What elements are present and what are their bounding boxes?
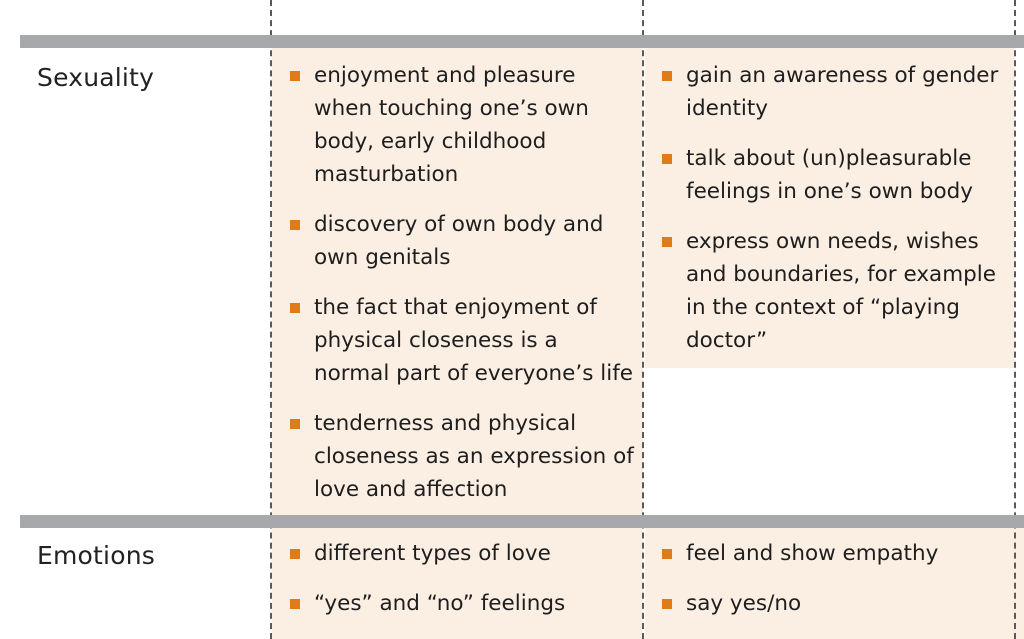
- square-bullet-icon: [290, 549, 300, 559]
- list-item: [662, 225, 1007, 357]
- list-item-text: express own needs, wishes and boundaries, for example in the context of “playing doctor”: [686, 229, 997, 353]
- list-item: [662, 142, 1007, 208]
- list-item: [290, 291, 635, 390]
- emotions-column-1: [290, 537, 635, 637]
- list-item: [290, 208, 635, 274]
- square-bullet-icon: [290, 419, 300, 429]
- row-separator-top: [20, 35, 1024, 48]
- list-item-text: tenderness and physical closeness as an expression of love and affection: [314, 411, 634, 502]
- row-label-emotions: Emotions: [37, 541, 155, 570]
- list-item-text: discovery of own body and own genitals: [314, 212, 604, 270]
- list-item: [662, 537, 1007, 570]
- column-divider-left: [270, 0, 272, 639]
- list-item-text: enjoyment and pleasure when touching one’s own body, early childhood masturbation: [314, 63, 589, 187]
- sexuality-column-1: [290, 59, 635, 523]
- square-bullet-icon: [662, 71, 672, 81]
- list-item-text: gain an awareness of gender identity: [686, 63, 999, 121]
- column-divider-right: [1014, 0, 1016, 639]
- row-label-sexuality: Sexuality: [37, 63, 155, 92]
- list-item: [662, 587, 1007, 620]
- square-bullet-icon: [290, 599, 300, 609]
- list-item: [290, 407, 635, 506]
- column-divider-middle: [642, 0, 644, 639]
- list-item: [290, 587, 635, 620]
- list-item-text: feel and show empathy: [686, 541, 939, 566]
- list-item-text: “yes” and “no” feelings: [314, 591, 566, 616]
- list-item-text: talk about (un)pleasurable feelings in one’s own body: [686, 146, 973, 204]
- square-bullet-icon: [662, 154, 672, 164]
- square-bullet-icon: [662, 549, 672, 559]
- square-bullet-icon: [290, 71, 300, 81]
- square-bullet-icon: [290, 220, 300, 230]
- list-item: [290, 59, 635, 191]
- list-item: [290, 537, 635, 570]
- square-bullet-icon: [662, 237, 672, 247]
- list-item: [662, 59, 1007, 125]
- list-item-text: different types of love: [314, 541, 551, 566]
- square-bullet-icon: [662, 599, 672, 609]
- sexuality-column-2: [662, 59, 1007, 374]
- list-item-text: say yes/no: [686, 591, 802, 616]
- emotions-column-2: [662, 537, 1007, 637]
- square-bullet-icon: [290, 303, 300, 313]
- list-item-text: the fact that enjoyment of physical closeness is a normal part of everyone’s life: [314, 295, 634, 386]
